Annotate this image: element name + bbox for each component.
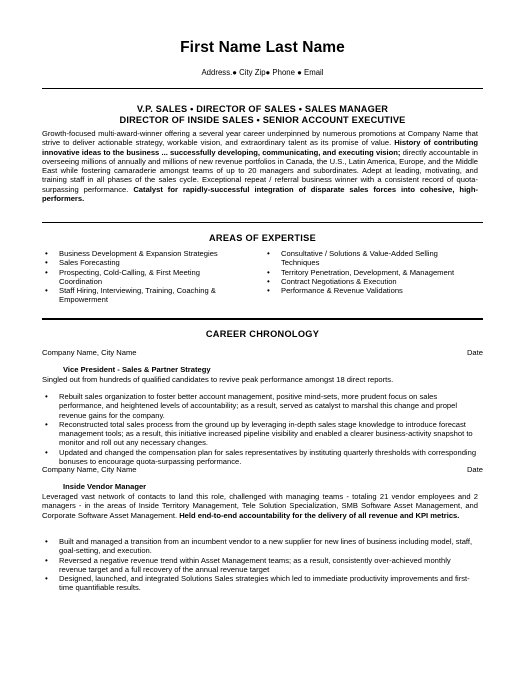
job-2-date: Date [466, 465, 483, 474]
list-item: • Sales Forecasting [42, 258, 240, 267]
job-1-summary: Singled out from hundreds of qualified candidates to revive peak performance amongst 18 direct reports. [42, 375, 394, 384]
job-2-summary-highlight: Held end-to-end accountability for the delivery of all revenue and KPI metrics. [179, 510, 460, 520]
expertise-right-list [264, 249, 464, 295]
expertise-divider [42, 318, 483, 320]
job-1-title: Vice President - Sales & Partner Strategy [63, 365, 211, 374]
top-divider [42, 88, 483, 89]
expertise-title: AREAS OF EXPERTISE [209, 233, 316, 243]
summary-body: directly accountable in overseeing millions of annually and millions of new revenue portfolios in Canada, the U.S., Latin America, Europe, and the Middle East while fostering camaraderie amongst teams of up to 20 managers and subordinates. Adept at leading, motivating, and training staff in all phases of the sales cycle. Exceptional repeat / referral business winner with a consistent record of quota-surpassing performance. [42, 147, 478, 194]
job-2-summary-text: Leveraged vast network of contacts to land this role, challenged with managing teams - totaling 21 vendor employees and 2 managers - in the areas of Inside Territory Management, Tele Solution Specialization, SMB Software Asset Management, and Corporate Software Asset Management. [42, 492, 478, 520]
expertise-left-list [42, 249, 240, 305]
job-1-achievements [42, 392, 479, 466]
list-item: • Business Development & Expansion Strategies [42, 249, 240, 258]
job-2-company-row [42, 465, 483, 474]
list-item: • Prospecting, Cold-Calling, & First Meeting Coordination [42, 268, 240, 287]
contact-line: Address.● City Zip● Phone ● Email [201, 68, 324, 77]
list-item: • Contract Negotiations & Execution [264, 277, 464, 286]
career-title: CAREER CHRONOLOGY [205, 329, 320, 339]
job-2-summary [42, 492, 478, 520]
headline-line-2: DIRECTOR OF INSIDE SALES • SENIOR ACCOUNT EXECUTIVE [119, 115, 406, 125]
list-item: • Territory Penetration, Development, & Management [264, 268, 464, 277]
summary-divider [42, 222, 483, 223]
list-item: • Updated and changed the compensation plan for sales representatives by instituting quarterly thresholds with corresponding bonuses to encourage quota-surpassing performance. [42, 448, 479, 467]
list-item: • Staff Hiring, Interviewing, Training, Coaching & Empowerment [42, 286, 240, 305]
summary-closing: Catalyst for rapidly-successful integration of disparate sales forces into cohesive, high-performers. [42, 184, 478, 203]
professional-summary [42, 129, 478, 203]
job-1-company-row [42, 348, 483, 357]
list-item: • Performance & Revenue Validations [264, 286, 464, 295]
job-1-date: Date [466, 348, 483, 357]
job-2-achievements [42, 537, 479, 593]
job-2-company: Company Name, City Name [42, 465, 137, 474]
job-2-title: Inside Vendor Manager [63, 482, 147, 491]
headline-line-1: V.P. SALES • DIRECTOR OF SALES • SALES MANAGER [136, 104, 389, 114]
job-1-company: Company Name, City Name [42, 348, 137, 357]
list-item: • Reconstructed total sales process from the ground up by leveraging in-depth sales stage knowledge to introduce forecast management tools; as a result, this initiative increased pipeline visibility and enabled a clearer business-activity snapshot to monitor and roll out any necessary changes. [42, 420, 479, 448]
list-item: • Designed, launched, and integrated Solutions Sales strategies which led to immediate productivity improvements and first-time quantifiable results. [42, 574, 479, 593]
summary-intro: Growth-focused multi-award-winner offering a several year career underpinned by numerous promotions at Company Name that strive to deliver actionable strategy, workable vision, and extraordinary talent as its promise of value. [42, 129, 478, 148]
list-item: • Rebuilt sales organization to foster better account management, positive mind-sets, more prudent focus on sales performance, and heightened levels of accountability; as a result, served as catalyst to marshal this change and propel revenue gains for the company. [42, 392, 479, 420]
candidate-name: First Name Last Name [180, 39, 345, 56]
list-item: • Consultative / Solutions & Value-Added Selling Techniques [264, 249, 464, 268]
list-item: • Built and managed a transition from an incumbent vendor to a new supplier for new lines of business including model, staff, goal-setting, and execution. [42, 537, 479, 556]
list-item: • Reversed a negative revenue trend within Asset Management teams; as a result, consistently over-achieved monthly revenue target and a full recovery of the annual revenue target [42, 556, 479, 575]
summary-highlight: History of contributing innovative ideas to the business ... successfully developing, communicating, and executing vision; [42, 138, 478, 157]
